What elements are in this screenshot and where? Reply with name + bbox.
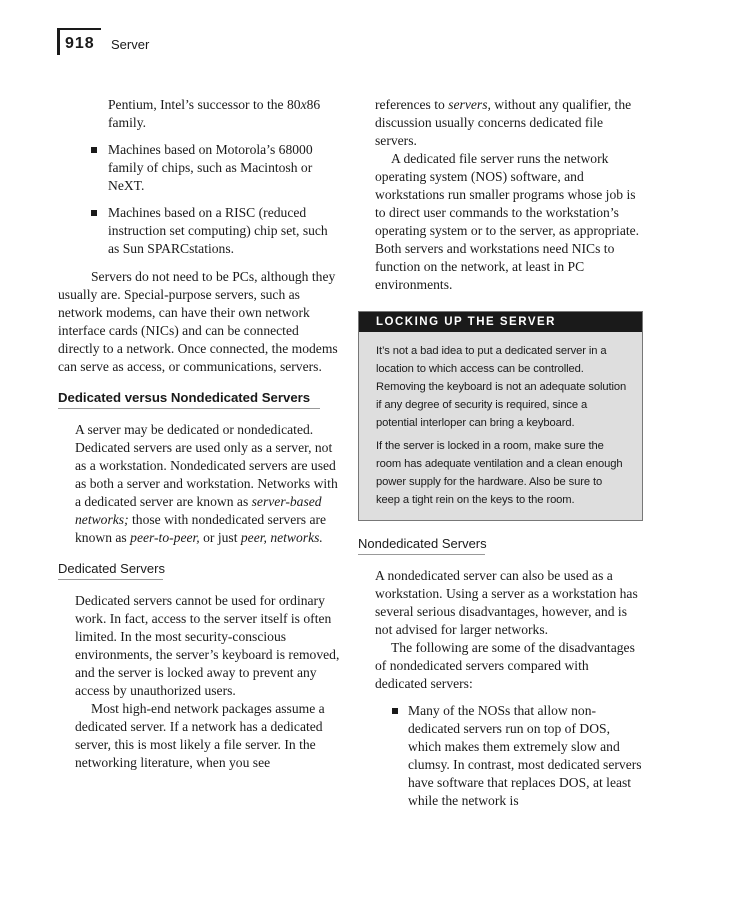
heading-dedicated-vs-nondedicated: Dedicated versus Nondedicated Servers — [58, 389, 320, 409]
page-number: 918 — [65, 35, 95, 52]
right-column — [358, 96, 643, 810]
header-rule-vertical — [57, 28, 60, 55]
running-head: Server — [111, 37, 150, 52]
heading-dedicated-servers: Dedicated Servers — [58, 560, 163, 580]
paragraph-dedicated-vs: A server may be dedicated or nondedicated. Dedicated servers are used only as a server, not as a workstation. Nondedicated servers are used as both a server and workstation. Networks with a dedicated server are known as server-based networks; those with nondedicated servers are known as peer-to-peer, or just peer, networks. — [75, 422, 338, 545]
sidebar-box — [358, 311, 643, 521]
sidebar-paragraph: It’s not a bad idea to put a dedicated server in a location to which access can be controlled. Removing the keyboard is not an adequate solution if any degree of security is required, since a potential interloper can bring a keyboard. — [376, 345, 627, 429]
left-column — [58, 96, 340, 772]
list-item: Many of the NOSs that allow non-dedicated servers run on top of DOS, which makes them extremely slow and clumsy. In contrast, most dedicated servers have software that replaces DOS, at least while the network is — [358, 702, 643, 810]
sidebar-body — [359, 332, 642, 520]
paragraph-following: The following are some of the disadvantages of nondedicated servers compared with dedicated servers: — [375, 640, 635, 691]
paragraph-nondedicated: A nondedicated server can also be used as a workstation. Using a server as a workstation has several serious disadvantages, however, and is not advised for larger networks. — [375, 568, 638, 637]
paragraph-references: references to servers, without any qualifier, the discussion usually concerns dedicated file servers. — [375, 97, 632, 148]
bullet-icon — [392, 708, 398, 714]
list-item: Machines based on Motorola’s 68000 family of chips, such as Macintosh or NeXT. — [58, 141, 340, 195]
disadvantage-list — [358, 702, 643, 810]
heading-nondedicated-servers: Nondedicated Servers — [358, 535, 485, 555]
paragraph-dedicated: Dedicated servers cannot be used for ordinary work. In fact, access to the server itself is often limited. In the most security-conscious environments, the server’s keyboard is removed, and the server is locked away to prevent any access by unauthorized users. — [75, 593, 340, 698]
bullet-icon — [91, 210, 97, 216]
paragraph-servers: Servers do not need to be PCs, although they usually are. Special-purpose servers, such as network modems, can have their own network interface cards (NICs) and can be connected directly to a network. Once connected, the modems can serve as access, or communications, servers. — [58, 269, 338, 374]
machine-list — [58, 141, 340, 258]
list-item: Machines based on a RISC (reduced instruction set computing) chip set, such as Sun SPARCstations. — [58, 204, 340, 258]
bullet-icon — [91, 147, 97, 153]
sidebar-paragraph: If the server is locked in a room, make sure the room has adequate ventilation and a clean enough power supply for the hardware. Also be sure to keep a tight rein on the keys to the room. — [376, 440, 623, 506]
bullet-continuation: Pentium, Intel’s successor to the 80x86 family. — [108, 97, 321, 130]
paragraph-file-server: A dedicated file server runs the network operating system (NOS) software, and workstations run smaller programs whose job is to direct user commands to the workstation’s operating system or to the server, as appropriate. Both servers and workstations need NICs to function on the network, at least in PC environments. — [375, 151, 640, 292]
header-rule-horizontal — [57, 28, 101, 30]
sidebar-title: LOCKING UP THE SERVER — [359, 312, 642, 332]
paragraph-highend: Most high-end network packages assume a dedicated server. If a network has a dedicated server, this is most likely a file server. In the networking literature, when you see — [75, 701, 325, 770]
